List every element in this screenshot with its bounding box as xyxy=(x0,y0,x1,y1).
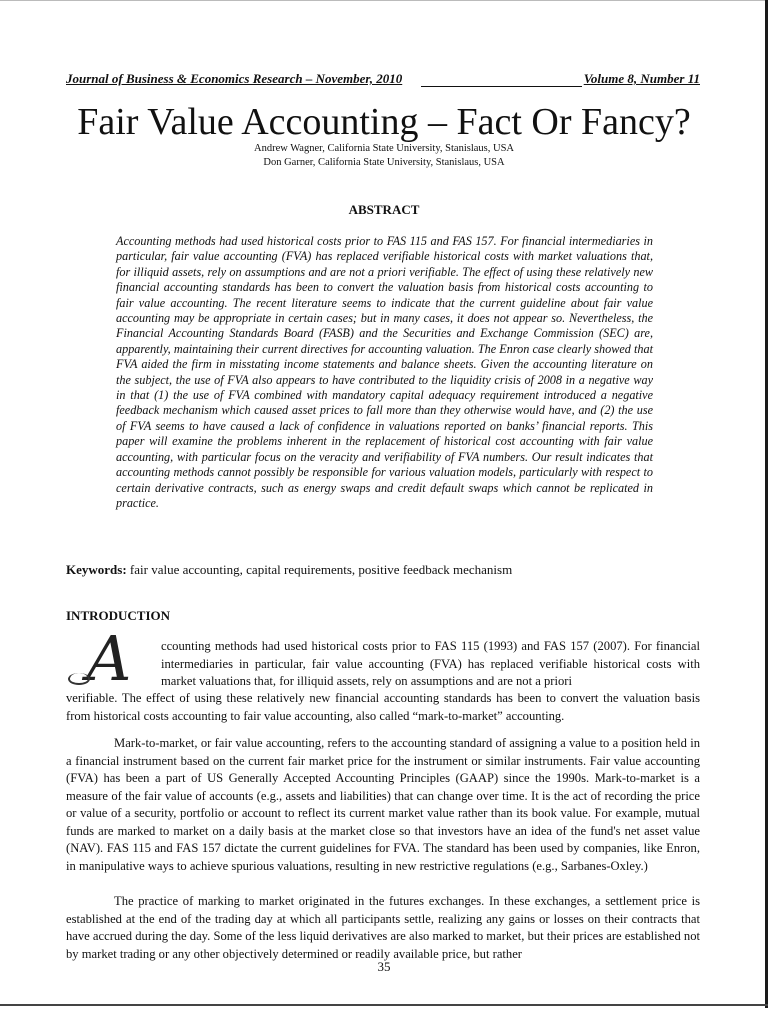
introduction-heading: INTRODUCTION xyxy=(66,608,171,623)
scan-top-edge xyxy=(0,0,768,1)
author-list xyxy=(0,142,768,170)
introduction-paragraph-1-rest: verifiable. The effect of using these relatively new financial accounting standards has been to convert the valuation basis from historical costs accounting to fair value accounting, also called “mark-to-market” accounting. xyxy=(66,691,700,723)
keywords-label: Keywords: xyxy=(66,562,127,577)
abstract-heading: ABSTRACT xyxy=(348,202,420,217)
introduction-opening-lines: ccounting methods had used historical costs prior to FAS 115 (1993) and FAS 157 (2007). For financial intermediaries in particular, fair value accounting (FVA) has replaced verifiable historical costs with market valuations that, for illiquid assets, rely on assumptions and are not a priori xyxy=(161,639,700,688)
running-header xyxy=(66,71,700,87)
author-line: Andrew Wagner, California State University, Stanislaus, USA xyxy=(253,143,515,154)
article-title: Fair Value Accounting – Fact Or Fancy? xyxy=(77,101,691,143)
keywords-text: fair value accounting, capital requirements, positive feedback mechanism xyxy=(129,562,513,577)
header-rule xyxy=(421,86,582,87)
drop-cap-flourish xyxy=(68,673,90,685)
drop-cap-glyph: A xyxy=(86,622,132,695)
scan-bottom-edge xyxy=(0,1004,768,1006)
author-line: Don Garner, California State University, Stanislaus, USA xyxy=(263,157,505,168)
journal-name: Journal of Business & Economics Research – November, 2010 xyxy=(66,71,403,86)
introduction-paragraph-2: Mark-to-market, or fair value accounting, refers to the accounting standard of assigning a value to a position held in a financial instrument based on the current fair market price for the instrument or similar instruments. Fair value accounting (FVA) has been a part of US Generally Accepted Accounting Principles (GAAP) since the 1990s. Mark-to-market is a measure of the fair value of accounts (e.g., assets and liabilities) that can change over time. It is the act of recording the price or value of a security, portfolio or account to reflect its current market value rather than its book value. For example, mutual funds are marked to market on a daily basis at the market close so that investors have an idea of the fund's net asset value (NAV). FAS 115 and FAS 157 dictate the current guidelines for FVA. The standard has been used by companies, like Enron, in manipulative ways to achieve spurious valuations, resulting in new restrictive regulations (e.g., Sarbanes-Oxley.) xyxy=(66,736,700,873)
keywords xyxy=(66,562,512,578)
volume-number: Volume 8, Number 11 xyxy=(583,71,700,86)
page-number: 35 xyxy=(377,959,391,974)
abstract-text: Accounting methods had used historical costs prior to FAS 115 and FAS 157. For financial intermediaries in particular, fair value accounting (FVA) has replaced verifiable historical costs with market valuations that, for illiquid assets, rely on assumptions and are not a priori verifiable. The effect of using these relatively new financial accounting standards has been to convert the valuation basis from historical costs accounting to fair value accounting. The recent literature seems to indicate that the current guideline about fair value accounting may be appropriate in certain cases; but in many cases, it does not appear so. Nevertheless, the Financial Accounting Standards Board (FASB) and the Securities and Exchange Commission (SEC) are, apparently, maintaining their current directives for accounting valuation. The Enron case clearly showed that FVA aided the firm in misstating income statements and balance sheets. Given the accounting literature on the subject, the use of FVA also appears to have contributed to the liquidity crisis of 2008 in a negative way in that (1) the use of FVA combined with mandatory capital adequacy requirement introduced a negative feedback mechanism which caused asset prices to fall more than they otherwise would have, and (2) the use of FVA seems to have caused a lack of confidence in valuations reported on banks’ financial reports. This paper will examine the problems inherent in the replacement of historical cost accounting with fair value accounting, with particular focus on the veracity and verifiability of FVA numbers. Our result indicates that accounting methods cannot possibly be responsible for various valuation models, particularly with respect to certain derivative contracts, such as energy swaps and credit default swaps which cannot be replicated in practice. xyxy=(116,234,653,510)
introduction-paragraph-3: The practice of marking to market originated in the futures exchanges. In these exchanges, a settlement price is established at the end of the trading day at which all participants settle, realizing any gains or losses on their contracts that have accrued during the day. Some of the less liquid derivatives are also marked to market, but their prices are established not by market trading or any other objectively determined or readily available price, but rather xyxy=(66,894,700,961)
drop-cap-letter xyxy=(64,622,154,695)
